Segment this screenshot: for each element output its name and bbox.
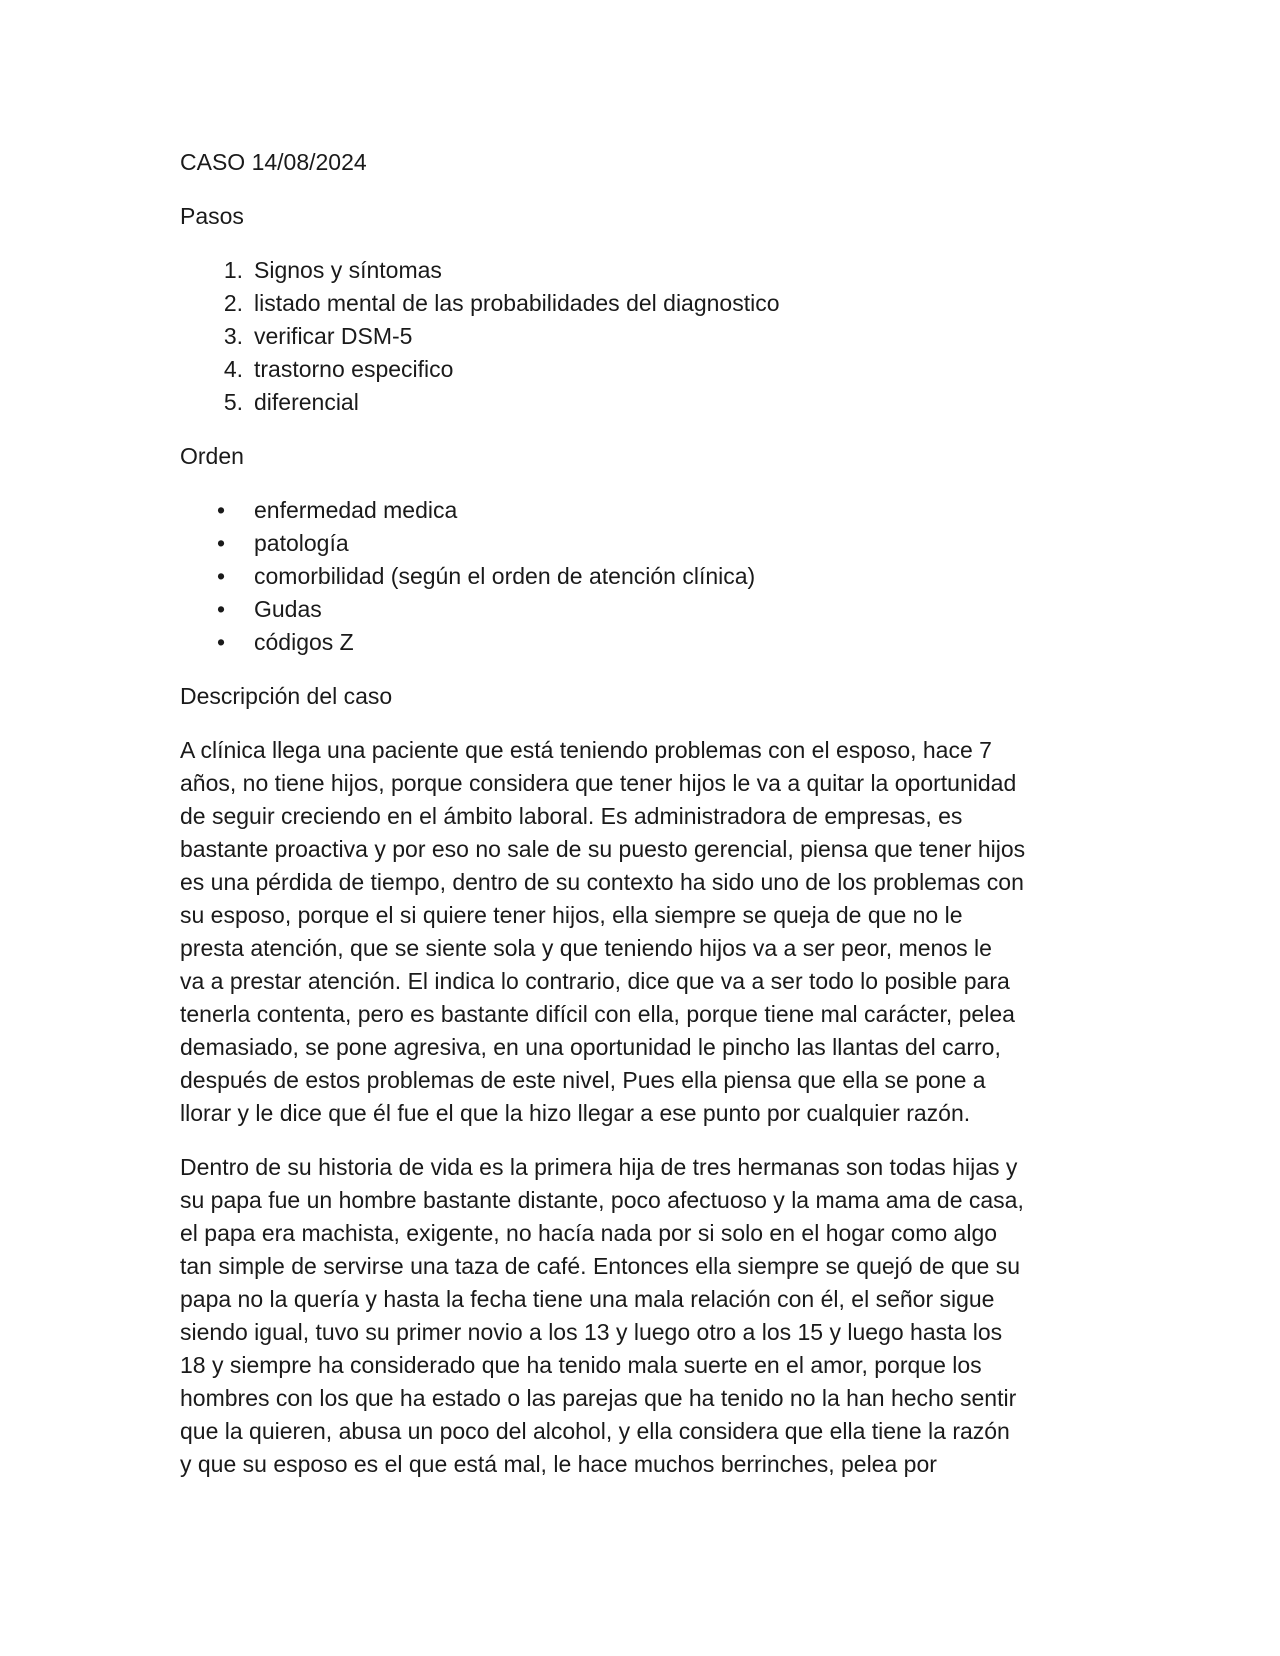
list-item: [180, 593, 1100, 626]
list-item-text: trastorno especifico: [254, 356, 454, 382]
bullet-icon: •: [217, 497, 226, 523]
list-item: [180, 560, 1100, 593]
list-number: 3.: [223, 323, 243, 349]
case-paragraph-2: [180, 1151, 1100, 1481]
text-line: es una pérdida de tiempo, dentro de su contexto ha sido uno de los problemas con: [180, 869, 1024, 895]
list-number: 5.: [223, 389, 243, 415]
list-item-text: verificar DSM-5: [254, 323, 413, 349]
pasos-heading: Pasos: [180, 203, 244, 229]
descripcion-heading: Descripción del caso: [180, 683, 393, 709]
text-line: el papa era machista, exigente, no hacía nada por si solo en el hogar como algo: [180, 1220, 998, 1246]
list-item-text: enfermedad medica: [254, 497, 458, 523]
text-line: A clínica llega una paciente que está teniendo problemas con el esposo, hace 7: [180, 737, 992, 763]
list-item: [180, 386, 1100, 419]
text-line: va a prestar atención. El indica lo contrario, dice que va a ser todo lo posible para: [180, 968, 1010, 994]
list-number: 4.: [223, 356, 243, 382]
list-item: [180, 494, 1100, 527]
list-item-text: comorbilidad (según el orden de atención clínica): [254, 563, 756, 589]
text-line: demasiado, se pone agresiva, en una oportunidad le pincho las llantas del carro,: [180, 1034, 1001, 1060]
text-line: papa no la quería y hasta la fecha tiene una mala relación con él, el señor sigue: [180, 1286, 995, 1312]
bullet-icon: •: [217, 563, 226, 589]
text-line: llorar y le dice que él fue el que la hizo llegar a ese punto por cualquier razón.: [180, 1100, 971, 1126]
text-line: 18 y siempre ha considerado que ha tenido mala suerte en el amor, porque los: [180, 1352, 982, 1378]
text-line: hombres con los que ha estado o las parejas que ha tenido no la han hecho sentir: [180, 1385, 1017, 1411]
text-line: que la quieren, abusa un poco del alcohol, y ella considera que ella tiene la razón: [180, 1418, 1010, 1444]
text-line: y que su esposo es el que está mal, le hace muchos berrinches, pelea por: [180, 1451, 937, 1477]
text-line: años, no tiene hijos, porque considera que tener hijos le va a quitar la oportunidad: [180, 770, 1017, 796]
list-item: [180, 527, 1100, 560]
case-paragraph-1: [180, 734, 1100, 1130]
list-item: [180, 254, 1100, 287]
list-item-text: diferencial: [254, 389, 359, 415]
text-line: de seguir creciendo en el ámbito laboral. Es administradora de empresas, es: [180, 803, 963, 829]
list-item-text: Signos y síntomas: [254, 257, 442, 283]
text-line: bastante proactiva y por eso no sale de su puesto gerencial, piensa que tener hijos: [180, 836, 1026, 862]
text-line: tan simple de servirse una taza de café. Entonces ella siempre se quejó de que su: [180, 1253, 1020, 1279]
text-line: después de estos problemas de este nivel, Pues ella piensa que ella se pone a: [180, 1067, 986, 1093]
list-item-text: listado mental de las probabilidades del diagnostico: [254, 290, 780, 316]
list-item-text: códigos Z: [254, 629, 354, 655]
text-line: su papa fue un hombre bastante distante, poco afectuoso y la mama ama de casa,: [180, 1187, 1024, 1213]
text-line: Dentro de su historia de vida es la primera hija de tres hermanas son todas hijas y: [180, 1154, 1018, 1180]
list-item-text: Gudas: [254, 596, 322, 622]
list-number: 1.: [223, 257, 243, 283]
text-line: siendo igual, tuvo su primer novio a los 13 y luego otro a los 15 y luego hasta los: [180, 1319, 1003, 1345]
list-item: [180, 287, 1100, 320]
list-item: [180, 353, 1100, 386]
orden-list: [180, 494, 1100, 659]
list-item: [180, 320, 1100, 353]
list-number: 2.: [223, 290, 243, 316]
document-title: CASO 14/08/2024: [180, 149, 367, 175]
list-item: [180, 626, 1100, 659]
bullet-icon: •: [217, 596, 226, 622]
text-line: su esposo, porque el si quiere tener hijos, ella siempre se queja de que no le: [180, 902, 963, 928]
bullet-icon: •: [217, 530, 226, 556]
orden-heading: Orden: [180, 443, 244, 469]
text-line: tenerla contenta, pero es bastante difícil con ella, porque tiene mal carácter, pelea: [180, 1001, 1015, 1027]
list-item-text: patología: [254, 530, 349, 556]
text-line: presta atención, que se siente sola y que teniendo hijos va a ser peor, menos le: [180, 935, 992, 961]
bullet-icon: •: [217, 629, 226, 655]
pasos-list: [180, 254, 1100, 419]
